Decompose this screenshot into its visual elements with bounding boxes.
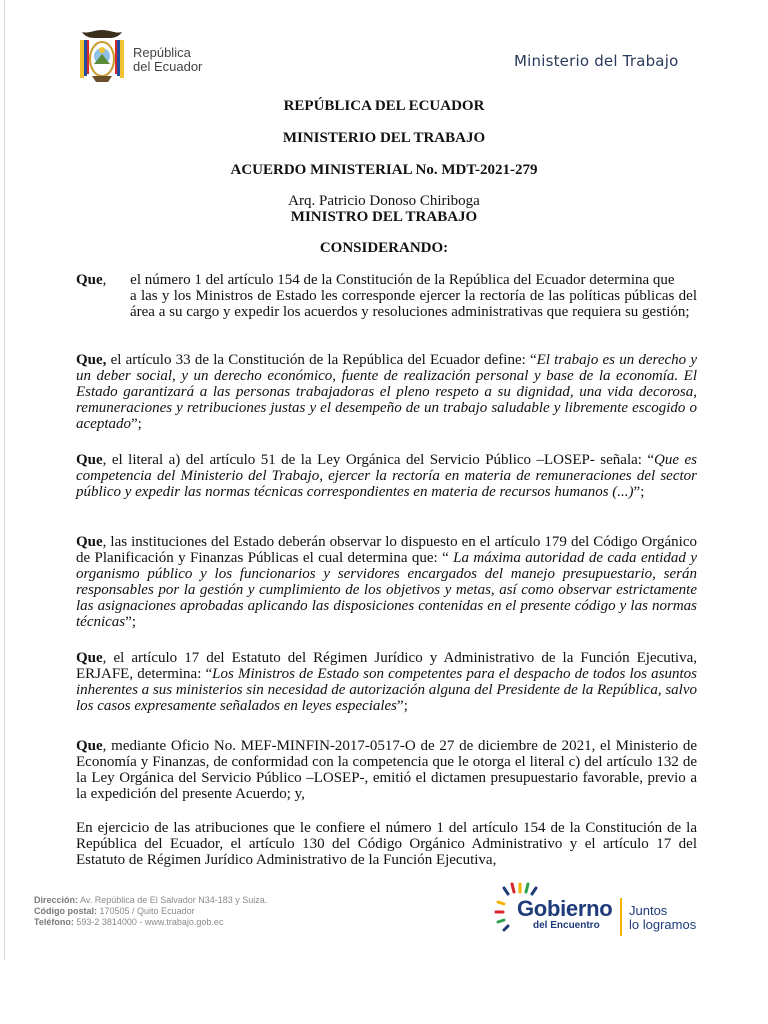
paragraph-1 [76, 272, 697, 320]
que-label: Que [76, 272, 103, 288]
paragraph-4-intro: , las instituciones del Estado deberán observar lo dispuesto en el artículo 179 del Código Orgánico de Planificación y Finanzas Públicas el cual determina que: “ [76, 534, 697, 566]
que-label: Que [76, 534, 103, 550]
considerando-heading: CONSIDERANDO: [319, 240, 449, 256]
paragraph-2-intro: el artículo 33 de la Constitución de la República del Ecuador define: “ [110, 352, 537, 368]
paragraph-4-close: ”; [125, 614, 136, 630]
slogan-line-2: lo logramos [629, 917, 697, 932]
paragraph-2 [76, 352, 697, 432]
paragraph-5-close: ”; [397, 698, 408, 714]
postal-value: 170505 / Quito Ecuador [99, 906, 195, 916]
paragraph-2-close: ”; [130, 416, 142, 432]
slogan [629, 904, 696, 932]
heading-agreement-number: ACUERDO MINISTERIAL No. MDT-2021-279 [230, 162, 538, 178]
postal-label: Código postal: [34, 906, 97, 916]
address-value: Av. República de El Salvador N34-183 y Suiza. [80, 895, 268, 905]
paragraph-3-intro: , el literal a) del artículo 51 de la Ley Orgánica del Servicio Público –LOSEP- señala: “ [102, 452, 655, 468]
closing-paragraph: En ejercicio de las atribuciones que le confiere el número 1 del artículo 154 de la Constitución de la República del Ecuador, el artículo 130 del Código Orgánico Administrativo y el artículo 17 del Estatuto de Régimen Jurídico Administrativo de la Función Ejecutiva, [76, 820, 697, 868]
del-encuentro-wordmark: del Encuentro [533, 920, 600, 931]
phone-value: 593-2 3814000 - www.trabajo.gob.ec [76, 917, 224, 927]
address-label: Dirección: [34, 895, 79, 905]
paragraph-5-quote: Los Ministros de Estado son competentes para el despacho de todos los asuntos inherentes a sus ministerios sin necesidad de autorización alguna del Presidente de la República, salvo los casos expresamente señalados en leyes especiales [76, 666, 697, 714]
ministry-logo-text: Ministerio del Trabajo [514, 52, 679, 70]
paragraph-2-quote: El trabajo es un derecho y un deber social, y un derecho económico, fuente de realización personal y base de la economía. El Estado garantizará a las personas trabajadoras el pleno respeto a su dignidad, una vida decorosa, remuneraciones y retribuciones justas y el desempeño de un trabajo saludable y libremente escogido o aceptado [76, 352, 697, 432]
slogan-line-1: Juntos [629, 903, 668, 918]
paragraph-6 [76, 738, 697, 802]
phone-label: Teléfono: [34, 917, 74, 927]
paragraph-5 [76, 650, 697, 714]
que-label: Que, [76, 352, 107, 368]
que-sep: , [102, 272, 107, 288]
republica-ecuador-logo-text [133, 46, 202, 74]
country-line-2: del Ecuador [133, 59, 203, 74]
paragraph-4 [76, 534, 697, 630]
heading-republic: REPÚBLICA DEL ECUADOR [283, 98, 485, 114]
que-label: Que [76, 650, 103, 666]
paragraph-1-first-line: el número 1 del artículo 154 de la Constitución de la República del Ecuador determina que [130, 272, 675, 288]
gobierno-wordmark: Gobierno [517, 896, 613, 921]
paragraph-3 [76, 452, 697, 500]
logo-divider [620, 898, 622, 936]
heading-ministry: MINISTERIO DEL TRABAJO [282, 130, 486, 146]
paragraph-1-rest: a las y los Ministros de Estado les corresponde ejercer la rectoría de las políticas públicas del área a su cargo y expedir los acuerdos y resoluciones administrativas que requiera su gestión; [130, 288, 697, 320]
minister-title: MINISTRO DEL TRABAJO [290, 209, 478, 225]
paragraph-4-quote: La máxima autoridad de cada entidad y organismo público y los funcionarios y servidores encargados del manejo presupuestario, serán responsables por la gestión y cumplimiento de los objetivos y metas, así como observar estrictamente las asignaciones aprobadas aplicando las disposiciones contenidas en el presente código y las normas técnicas [76, 550, 697, 630]
country-line-1: República [133, 45, 191, 60]
ecuador-coat-of-arms-icon [72, 26, 132, 86]
que-label: Que [76, 738, 103, 754]
paragraph-5-intro: , el artículo 17 del Estatuto del Régimen Jurídico y Administrativo de la Función Ejecutiva, ERJAFE, determina: “ [76, 650, 697, 682]
paragraph-3-close: ”; [633, 484, 645, 500]
paragraph-3-quote: Que es competencia del Ministerio del Trabajo, ejercer la rectoría en materia de remuneraciones del sector público y expedir las normas técnicas correspondientes en materia de recursos humanos (...) [76, 452, 697, 500]
paragraph-6-text: , mediante Oficio No. MEF-MINFIN-2017-0517-O de 27 de diciembre de 2021, el Ministerio de Economía y Finanzas, de conformidad con la competencia que le otorga el literal c) del artículo 132 de la Ley Orgánica del Servicio Público –LOSEP-, emitió el dictamen presupuestario favorable, previo a la expedición del presente Acuerdo; y, [76, 738, 697, 802]
que-label: Que [76, 452, 103, 468]
minister-name: Arq. Patricio Donoso Chiriboga [288, 193, 480, 209]
footer-address-block [34, 895, 267, 928]
